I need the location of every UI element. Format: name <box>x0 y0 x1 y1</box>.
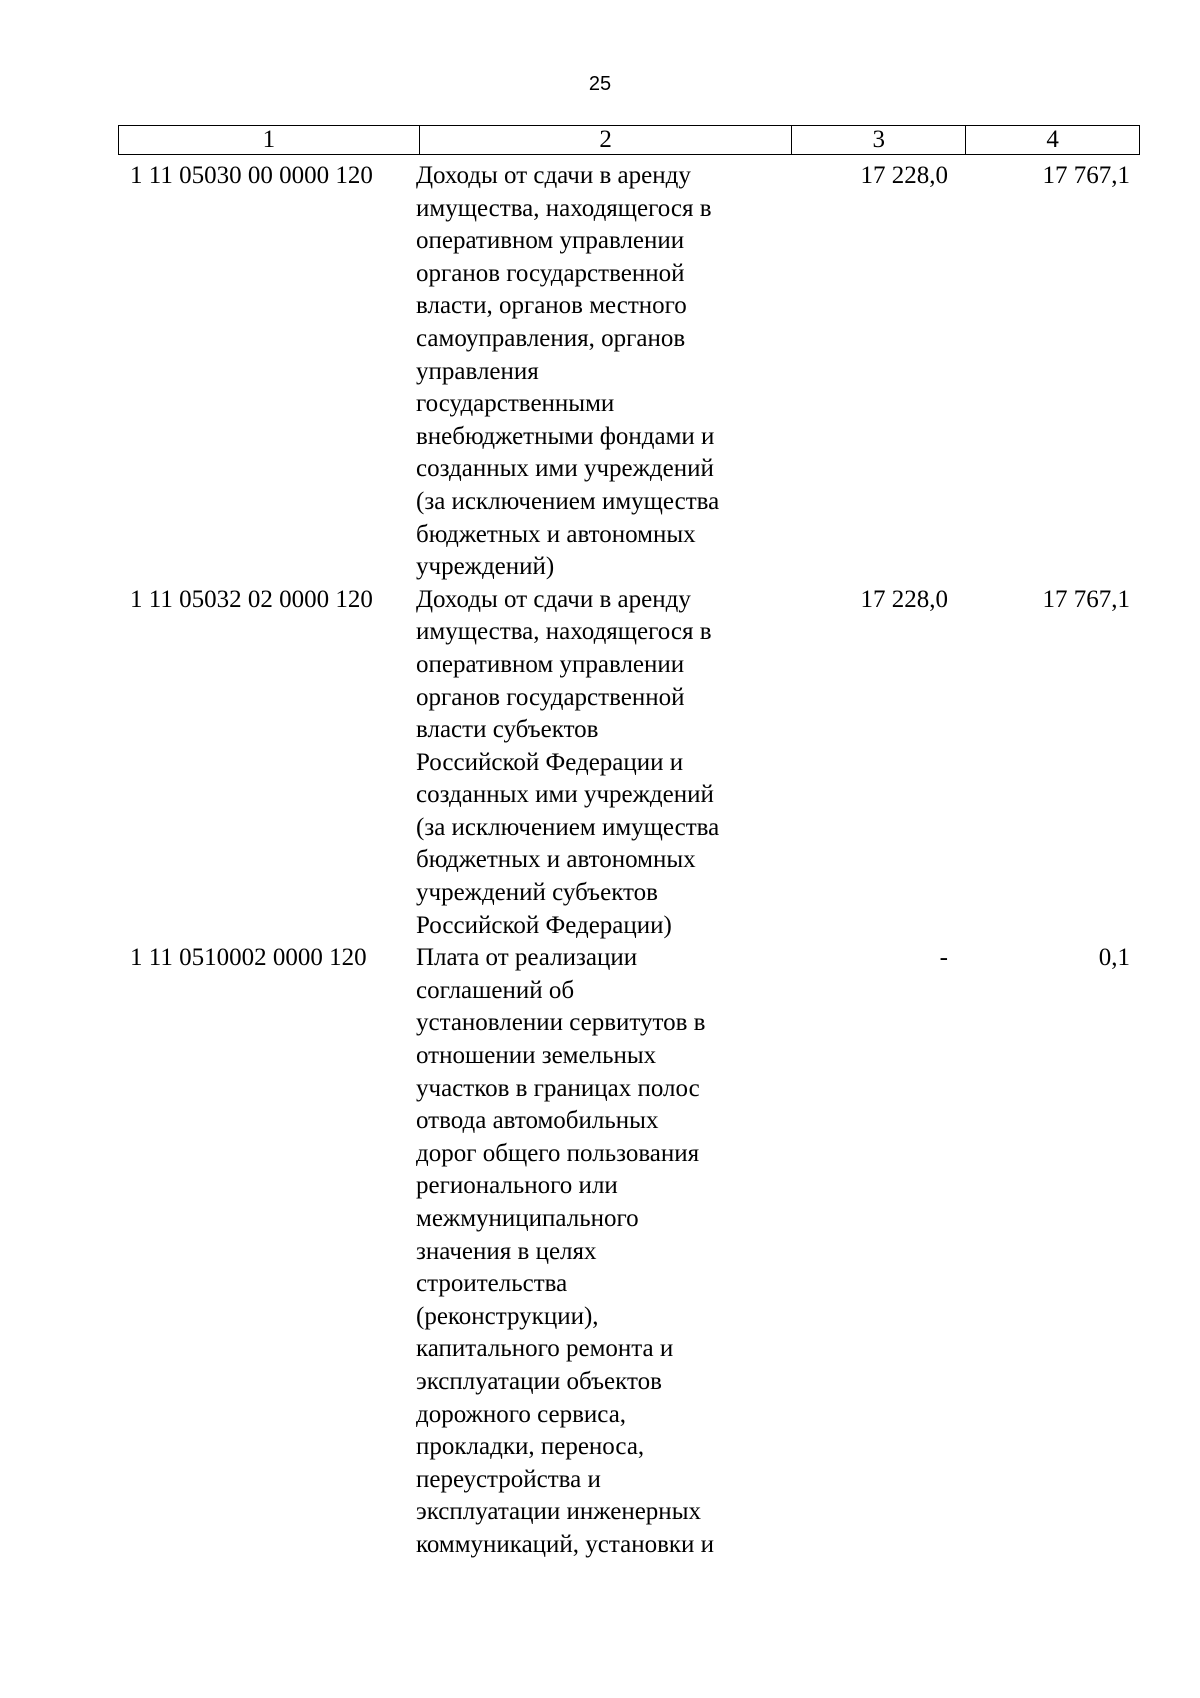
revenue-name-line: имущества, находящегося в <box>416 618 712 646</box>
revenue-name-cell <box>406 160 754 584</box>
revenue-name-cell <box>406 942 754 1561</box>
amount-col3-cell: - <box>939 944 948 972</box>
revenue-name-line: регионального или <box>416 1172 618 1200</box>
revenue-name-line: оперативном управлении <box>416 227 685 255</box>
revenue-name-line: соглашений об <box>416 976 575 1004</box>
revenue-name-line: эксплуатации объектов <box>416 1367 662 1395</box>
revenue-name-line: эксплуатации инженерных <box>416 1498 701 1526</box>
table-row <box>118 942 1140 1561</box>
revenue-name-line: Доходы от сдачи в аренду <box>416 162 691 189</box>
table-row <box>118 160 1140 584</box>
revenue-name-line: власти, органов местного <box>416 292 687 320</box>
revenue-name-line: капитального ремонта и <box>416 1335 674 1363</box>
header-cell-2: 2 <box>419 126 792 155</box>
revenue-name-line: имущества, находящегося в <box>416 194 712 222</box>
revenue-name-line: участков в границах полос <box>416 1074 700 1102</box>
revenue-name-line: отвода автомобильных <box>416 1107 659 1135</box>
table-header <box>118 125 1140 155</box>
revenue-name-line: прокладки, переноса, <box>416 1433 645 1461</box>
revenue-name-line: бюджетных и автономных <box>416 846 696 874</box>
revenue-name-line: власти субъектов <box>416 716 599 744</box>
header-cell-4: 4 <box>966 126 1140 155</box>
revenue-name-line: (за исключением имущества <box>416 487 720 515</box>
revenue-name-line: Российской Федерации и <box>416 748 684 776</box>
revenue-name-line: органов государственной <box>416 683 685 711</box>
revenue-name-line: (за исключением имущества <box>416 813 720 841</box>
amount-col4-cell: 17 767,1 <box>1042 585 1130 613</box>
amount-col3-cell: 17 228,0 <box>860 585 948 613</box>
revenue-name-line: учреждений субъектов <box>416 879 658 907</box>
revenue-name-line: самоуправления, органов <box>416 324 686 352</box>
budget-code-cell: 1 11 05030 00 0000 120 <box>130 162 373 189</box>
revenue-name-line: переустройства и <box>416 1465 601 1493</box>
header-row <box>119 126 1140 155</box>
revenue-name-line: органов государственной <box>416 259 685 287</box>
revenue-name-line: внебюджетными фондами и <box>416 422 715 450</box>
page-number: 25 <box>588 73 612 95</box>
budget-code-cell: 1 11 05032 02 0000 120 <box>130 585 373 613</box>
table-row <box>118 584 1140 943</box>
budget-code-cell: 1 11 0510002 0000 120 <box>130 944 367 972</box>
amount-col4-cell: 17 767,1 <box>1042 162 1130 189</box>
revenue-name-line: значения в целях <box>416 1237 597 1265</box>
revenue-name-line: межмуниципального <box>416 1205 639 1232</box>
header-cell-1: 1 <box>119 126 420 155</box>
amount-col3-cell: 17 228,0 <box>860 162 948 189</box>
revenue-name-line: строительства <box>416 1270 568 1298</box>
revenue-name-line: (реконструкции), <box>416 1302 599 1330</box>
revenue-name-line: оперативном управлении <box>416 650 685 678</box>
revenue-name-line: установлении сервитутов в <box>416 1009 706 1037</box>
revenue-name-line: Доходы от сдачи в аренду <box>416 585 691 613</box>
revenue-name-line: Плата от реализации <box>416 944 638 972</box>
revenue-name-line: созданных ими учреждений <box>416 781 714 809</box>
revenue-name-line: бюджетных и автономных <box>416 520 696 548</box>
revenue-name-line: отношении земельных <box>416 1042 657 1070</box>
revenue-name-line: дорог общего пользования <box>416 1139 700 1167</box>
amount-col4-cell: 0,1 <box>1098 944 1130 972</box>
header-cell-3: 3 <box>792 126 966 155</box>
table-body <box>118 160 1140 1562</box>
revenue-name-line: учреждений) <box>416 553 555 581</box>
revenue-name-line: Российской Федерации) <box>416 911 672 939</box>
revenue-name-line: государственными <box>416 390 615 418</box>
revenue-name-line: дорожного сервиса, <box>416 1400 627 1428</box>
revenue-name-line: созданных ими учреждений <box>416 455 714 483</box>
revenue-name-line: управления <box>416 357 539 385</box>
revenue-name-cell <box>406 584 754 943</box>
revenue-name-line: коммуникаций, установки и <box>416 1530 715 1558</box>
